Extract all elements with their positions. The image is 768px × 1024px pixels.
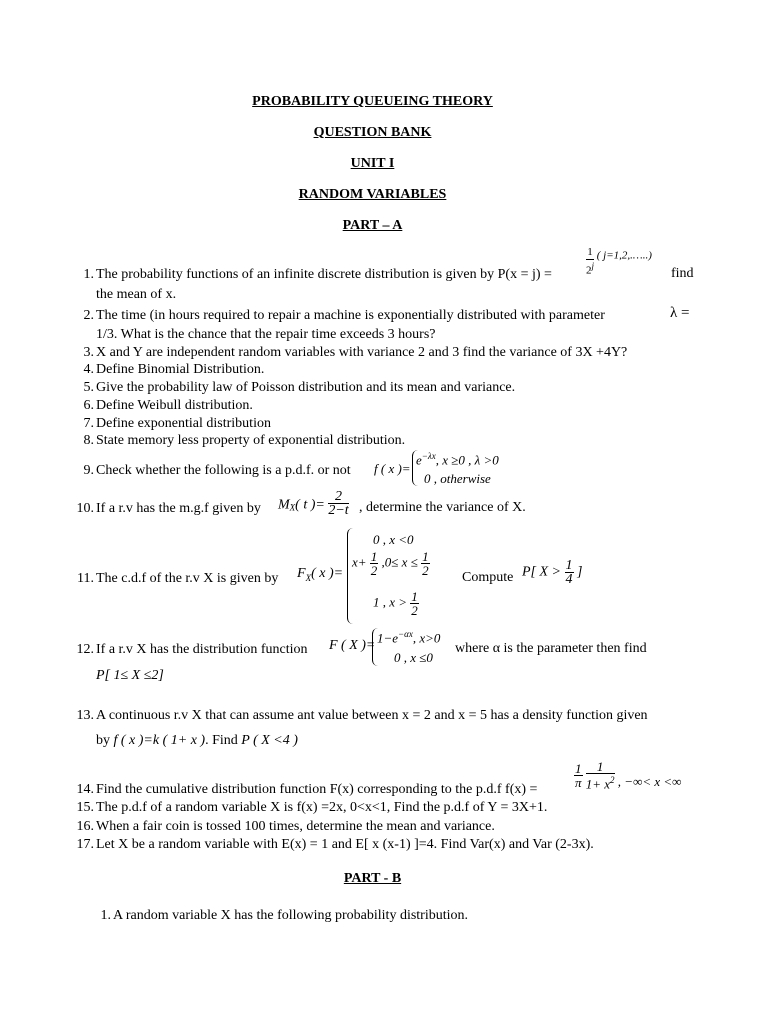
part-b-heading: PART - B xyxy=(343,871,402,886)
question-text-line2: the mean of x. xyxy=(96,287,177,302)
question-text: A random variable X has the following probability distribution. xyxy=(113,908,468,923)
question-text: Define Binomial Distribution. xyxy=(96,362,265,377)
question-12-probability: P[ 1≤ X ≤2] xyxy=(96,668,164,683)
question-text: Find the cumulative distribution function F(x) corresponding to the p.d.f f(x) = xyxy=(96,782,538,797)
mgf-formula: $M_X$( t )= $\frac{2}{2-t}$ xyxy=(278,489,349,518)
dist-case-2: 0 , x ≤0 xyxy=(394,650,433,665)
part-a-heading: PART – A xyxy=(342,218,403,233)
question-number: 16. xyxy=(76,819,94,834)
pdf-case-2: 0 , otherwise xyxy=(424,471,491,486)
question-number: 10. xyxy=(76,501,94,516)
question-number: 8. xyxy=(83,433,94,448)
question-number: 13. xyxy=(76,708,94,723)
question-text: The p.d.f of a random variable X is f(x) =2x, 0<x<1, Find the p.d.f of Y = 3X+1. xyxy=(96,800,548,815)
question-number: 5. xyxy=(83,380,94,395)
question-text: Check whether the following is a p.d.f. or not xyxy=(96,463,351,478)
topic-title: RANDOM VARIABLES xyxy=(298,187,447,202)
question-number: 14. xyxy=(76,782,94,797)
question-number: 4. xyxy=(83,362,94,377)
lambda-label: λ = xyxy=(670,305,690,321)
probability-formula: $\frac{1}{2^j}$ ( j=1,2,.…..) xyxy=(586,246,652,277)
question-number: 9. xyxy=(83,463,94,478)
question-1-tail: find xyxy=(671,266,694,281)
question-bank-title: QUESTION BANK xyxy=(313,125,432,140)
question-text: The c.d.f of the r.v X is given by xyxy=(96,571,279,586)
question-text: X and Y are independent random variables with variance 2 and 3 find the variance of 3X +4Y? xyxy=(96,345,628,360)
dist-formula-lhs: F ( X )= xyxy=(329,638,376,653)
question-text: Give the probability law of Poisson distribution and its mean and variance. xyxy=(96,380,516,395)
question-text: If a r.v X has the distribution function xyxy=(96,642,308,657)
question-number: 1. xyxy=(83,267,94,282)
question-text: If a r.v has the m.g.f given by xyxy=(96,501,261,516)
question-number: 6. xyxy=(83,398,94,413)
question-text: Let X be a random variable with E(x) = 1 and E[ x (x-1) ]=4. Find Var(x) and Var (2-3x). xyxy=(96,837,594,852)
question-text-line2: 1/3. What is the chance that the repair time exceeds 3 hours? xyxy=(96,327,436,342)
question-number: 3. xyxy=(83,345,94,360)
question-number: 12. xyxy=(76,642,94,657)
question-number: 17. xyxy=(76,837,94,852)
question-text: State memory less property of exponential distribution. xyxy=(96,433,406,448)
question-number: 2. xyxy=(83,308,94,323)
question-text: The probability functions of an infinite discrete distribution is given by P(x = j) = xyxy=(96,267,552,282)
unit-title: UNIT I xyxy=(350,156,395,171)
cdf-case-2: x+ $\frac{1}{2}$ ,0≤ x ≤ $\frac{1}{2}$ xyxy=(352,549,429,578)
compute-label: Compute xyxy=(462,570,514,585)
question-text: The time (in hours required to repair a machine is exponentially distributed with parameter xyxy=(96,308,605,323)
question-text: A continuous r.v X that can assume ant value between x = 2 and x = 5 has a density function given xyxy=(96,708,648,723)
question-text: Define exponential distribution xyxy=(96,416,271,431)
compute-formula: P[ X > $\frac{1}{4}$ ] xyxy=(522,558,583,587)
pdf-case-1: $e^{-\lambda x}$, x ≥0 , λ >0 xyxy=(416,451,499,468)
question-10-tail: , determine the variance of X. xyxy=(359,500,526,515)
question-number: 11. xyxy=(77,571,94,586)
question-number: 1. xyxy=(100,908,111,923)
pdf-14-formula: $\frac{1}{\pi}$ $\frac{1}{1+ x^2}$ , −∞< x <∞ xyxy=(574,759,682,792)
question-text: Define Weibull distribution. xyxy=(96,398,253,413)
question-number: 15. xyxy=(76,800,94,815)
question-number: 7. xyxy=(83,416,94,431)
cdf-case-1: 0 , x <0 xyxy=(373,532,414,547)
question-text: When a fair coin is tossed 100 times, determine the mean and variance. xyxy=(96,819,495,834)
cdf-formula-lhs: $F_X$( x )= xyxy=(297,566,344,583)
question-12-tail: where α is the parameter then find xyxy=(455,641,647,656)
question-13-line2: by f ( x )=k ( 1+ x ). Find P ( X <4 ) xyxy=(96,733,298,748)
cdf-case-3: 1 , x > $\frac{1}{2}$ xyxy=(373,589,418,618)
pdf-formula-lhs: f ( x )= xyxy=(374,461,411,476)
subject-title: PROBABILITY QUEUEING THEORY xyxy=(252,94,493,109)
dist-case-1: $1-e^{-\alpha x}$, x>0 xyxy=(377,629,441,646)
